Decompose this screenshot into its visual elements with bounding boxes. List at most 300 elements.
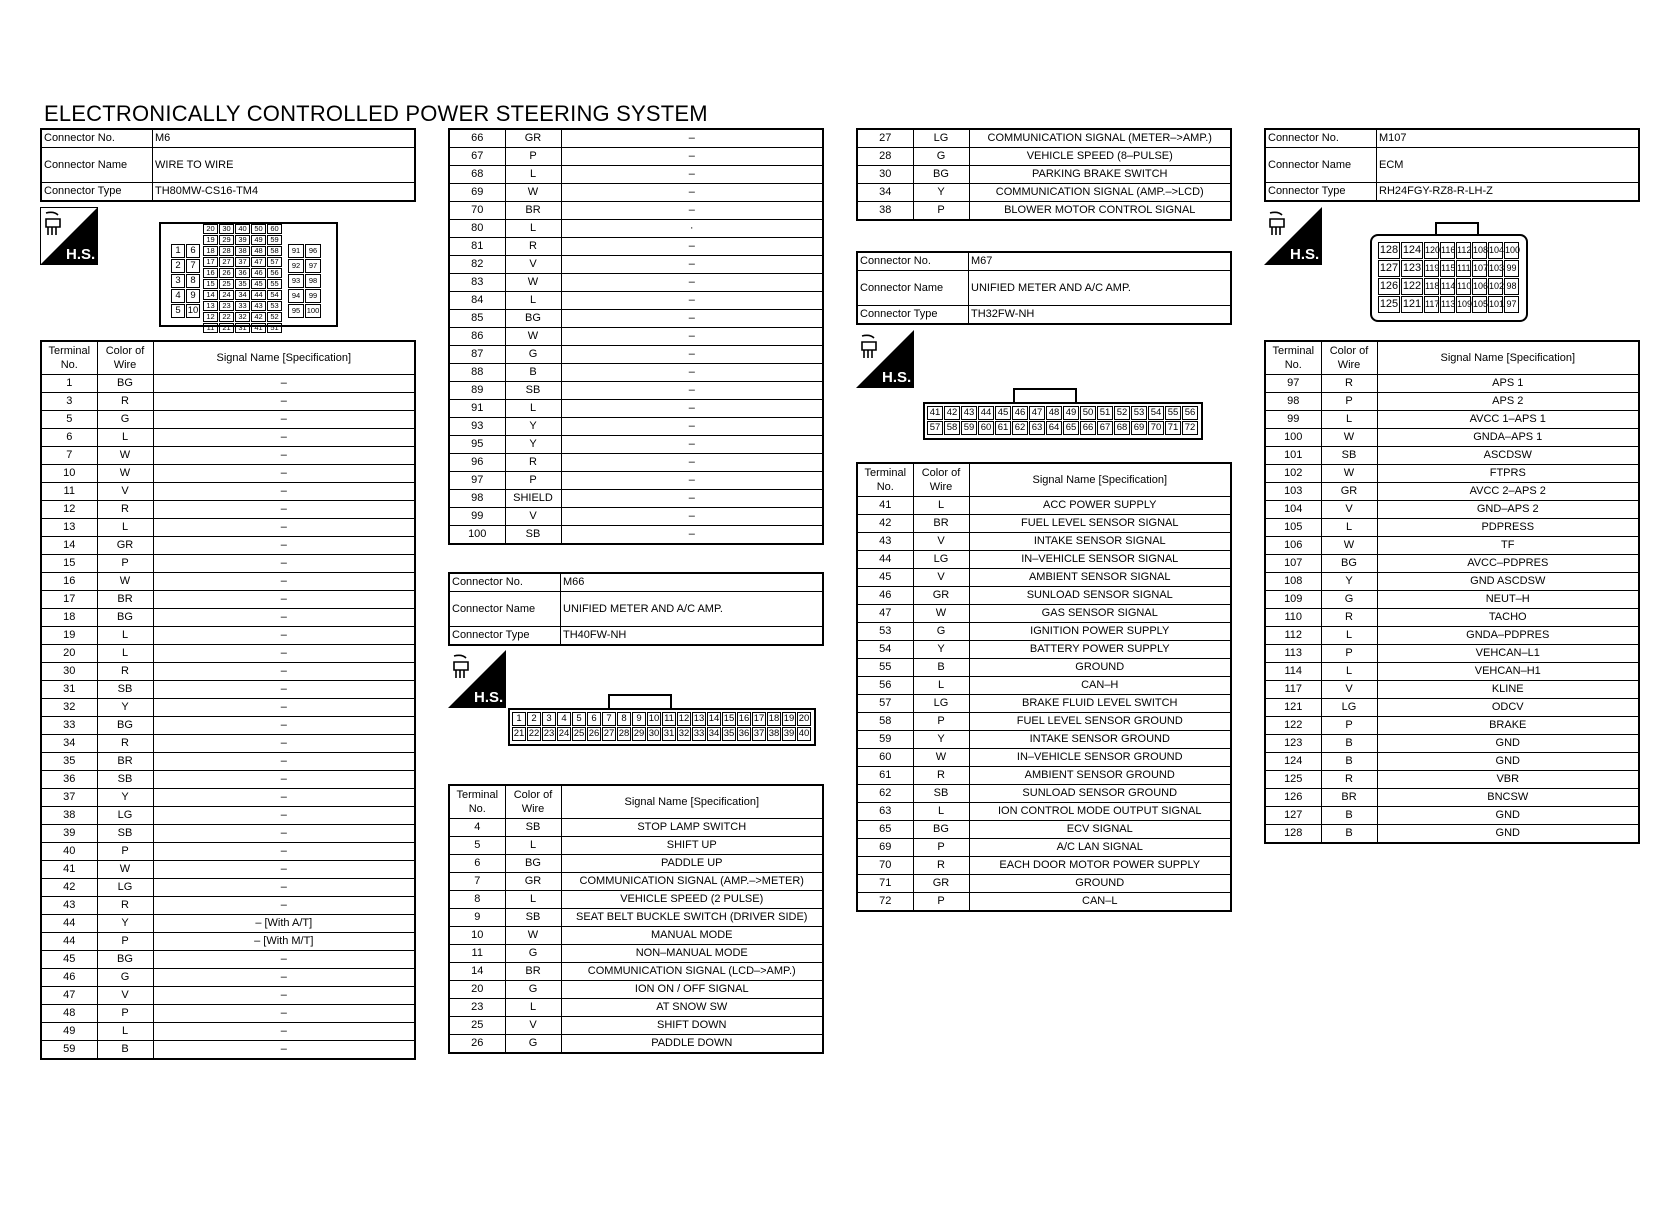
- table-row: [857, 857, 1231, 875]
- terminal-no-cell: 124: [1265, 753, 1321, 771]
- table-row: [41, 843, 415, 861]
- table-row: [857, 605, 1231, 623]
- signal-name-cell: –: [561, 364, 823, 382]
- signal-name-cell: A/C LAN SIGNAL: [969, 839, 1231, 857]
- terminal-no-cell: 93: [449, 418, 505, 436]
- terminal-no-cell: 36: [41, 771, 97, 789]
- terminal-no-cell: 25: [449, 1017, 505, 1035]
- connector-name-label: Connector Name: [1265, 148, 1377, 183]
- table-row: [1265, 735, 1639, 753]
- terminal-no-cell: 61: [857, 767, 913, 785]
- wire-color-cell: G: [97, 969, 153, 987]
- signal-name-cell: –: [153, 789, 415, 807]
- table-row: [449, 310, 823, 328]
- connector-pin: 119: [1424, 260, 1439, 277]
- connector-lock-tab: [1435, 222, 1479, 234]
- terminal-no-cell: 34: [857, 184, 913, 202]
- signal-name-cell: –: [153, 609, 415, 627]
- connector-pin: 52: [1114, 406, 1130, 420]
- connector-pin: 9: [632, 712, 646, 726]
- signal-name-cell: FUEL LEVEL SENSOR GROUND: [969, 713, 1231, 731]
- wire-color-cell: Y: [97, 699, 153, 717]
- terminal-no-cell: 44: [857, 551, 913, 569]
- table-row: [1265, 825, 1639, 844]
- table-row: [449, 526, 823, 545]
- m107-rows: [1265, 375, 1639, 844]
- connector-name-value: WIRE TO WIRE: [153, 148, 416, 183]
- wire-color-cell: V: [505, 256, 561, 274]
- terminal-no-cell: 128: [1265, 825, 1321, 844]
- connector-pin: 27: [219, 257, 234, 267]
- signal-name-cell: –: [561, 310, 823, 328]
- connector-pin: 118: [1424, 278, 1439, 295]
- signal-name-cell: ·: [561, 220, 823, 238]
- table-row: [449, 382, 823, 400]
- signal-name-cell: –: [153, 735, 415, 753]
- connector-pin: 100: [1504, 242, 1519, 259]
- wire-color-cell: L: [97, 627, 153, 645]
- terminal-no-cell: 39: [41, 825, 97, 843]
- signal-name-cell: –: [561, 256, 823, 274]
- connector-pin: 50: [251, 224, 266, 234]
- connector-pin: 2: [171, 259, 185, 273]
- wire-color-cell: P: [913, 893, 969, 912]
- table-row: [857, 731, 1231, 749]
- wire-color-cell: P: [505, 472, 561, 490]
- connector-pin: 59: [267, 235, 282, 245]
- terminal-no-cell: 42: [41, 879, 97, 897]
- signal-name-cell: BRAKE FLUID LEVEL SWITCH: [969, 695, 1231, 713]
- terminal-no-cell: 46: [857, 587, 913, 605]
- m66-connector-diagram: [508, 694, 816, 746]
- connector-pin: 8: [186, 274, 200, 288]
- wire-color-cell: G: [505, 981, 561, 999]
- signal-name-cell: –: [153, 681, 415, 699]
- terminal-no-cell: 10: [449, 927, 505, 945]
- signal-name-cell: INTAKE SENSOR SIGNAL: [969, 533, 1231, 551]
- table-row: [857, 893, 1231, 912]
- terminal-no-cell: 101: [1265, 447, 1321, 465]
- terminal-no-cell: 81: [449, 238, 505, 256]
- table-row: [857, 166, 1231, 184]
- terminal-no-cell: 44: [41, 915, 97, 933]
- connector-name-label: Connector Name: [449, 592, 561, 627]
- wire-color-cell: G: [505, 346, 561, 364]
- m107-connector-diagram: [1370, 222, 1528, 322]
- table-row: [41, 735, 415, 753]
- table-row: [41, 789, 415, 807]
- connector-pin: 14: [708, 713, 720, 724]
- m6-terminal-table: [40, 340, 416, 1060]
- signal-name-cell: – [With M/T]: [153, 933, 415, 951]
- signal-name-cell: –: [153, 843, 415, 861]
- signal-name-cell: PADDLE DOWN: [561, 1035, 823, 1054]
- table-row: [1265, 573, 1639, 591]
- table-row: [449, 202, 823, 220]
- signal-name-cell: GND: [1377, 735, 1639, 753]
- terminal-no-cell: 63: [857, 803, 913, 821]
- signal-name-cell: AVCC 2–APS 2: [1377, 483, 1639, 501]
- signal-name-header: Signal Name [Specification]: [1377, 341, 1639, 375]
- terminal-no-cell: 84: [449, 292, 505, 310]
- terminal-no-cell: 34: [41, 735, 97, 753]
- connector-pin: 19: [203, 235, 218, 245]
- connector-pin: 47: [251, 257, 266, 267]
- color-of-wire-header: Color of Wire: [97, 341, 153, 375]
- wire-color-cell: SB: [1321, 447, 1377, 465]
- signal-name-cell: BRAKE: [1377, 717, 1639, 735]
- table-row: [1265, 555, 1639, 573]
- wire-color-cell: L: [505, 292, 561, 310]
- connector-pin: 12: [203, 312, 218, 322]
- wire-color-cell: L: [97, 645, 153, 663]
- terminal-no-cell: 67: [449, 148, 505, 166]
- connector-pin: 29: [219, 235, 234, 245]
- connector-pin: 37: [235, 257, 250, 267]
- connector-pin: 15: [723, 713, 735, 724]
- connector-pin: 48: [1046, 406, 1062, 420]
- signal-name-cell: –: [153, 969, 415, 987]
- terminal-no-cell: 70: [449, 202, 505, 220]
- wire-color-cell: V: [913, 533, 969, 551]
- terminal-no-cell: 99: [1265, 411, 1321, 429]
- connector-pin: 20: [203, 224, 218, 234]
- terminal-no-cell: 19: [41, 627, 97, 645]
- connector-pin: 11: [662, 712, 676, 726]
- connector-pin: 65: [1063, 421, 1079, 435]
- signal-name-cell: SUNLOAD SENSOR SIGNAL: [969, 587, 1231, 605]
- signal-name-cell: –: [153, 501, 415, 519]
- signal-name-cell: GND: [1377, 807, 1639, 825]
- connector-pin: 23: [219, 301, 234, 311]
- terminal-no-cell: 20: [41, 645, 97, 663]
- connector-pin: 54: [1148, 406, 1164, 420]
- connector-type-label: Connector Type: [41, 183, 153, 202]
- connector-pin: 52: [267, 312, 282, 322]
- m107-terminal-table: [1264, 340, 1640, 844]
- signal-name-cell: –: [153, 1005, 415, 1023]
- connector-pin: 53: [267, 301, 282, 311]
- table-row: [449, 184, 823, 202]
- m66-continuation-table: [856, 128, 1232, 221]
- connector-no-label: Connector No.: [857, 252, 969, 271]
- terminal-no-cell: 54: [857, 641, 913, 659]
- signal-name-cell: –: [153, 807, 415, 825]
- terminal-no-cell: 97: [1265, 375, 1321, 393]
- terminal-no-cell: 30: [857, 166, 913, 184]
- wire-color-cell: V: [913, 569, 969, 587]
- terminal-no-cell: 46: [41, 969, 97, 987]
- table-row: [449, 891, 823, 909]
- terminal-no-cell: 15: [41, 555, 97, 573]
- signal-name-cell: –: [561, 472, 823, 490]
- signal-name-cell: EACH DOOR MOTOR POWER SUPPLY: [969, 857, 1231, 875]
- connector-pin: 30: [648, 728, 660, 739]
- terminal-no-cell: 38: [857, 202, 913, 221]
- table-row: [857, 767, 1231, 785]
- table-row: [41, 429, 415, 447]
- table-row: [449, 292, 823, 310]
- connector-pin: 7: [602, 712, 616, 726]
- m66-terminal-section: [448, 784, 824, 1054]
- hs-label: H.S.: [66, 246, 96, 263]
- wire-color-cell: P: [97, 555, 153, 573]
- m67-terminal-section: [856, 462, 1232, 912]
- wire-color-cell: BR: [1321, 789, 1377, 807]
- terminal-no-cell: 96: [449, 454, 505, 472]
- signal-name-cell: –: [153, 411, 415, 429]
- connector-pin: 1: [512, 712, 526, 726]
- signal-name-cell: –: [153, 519, 415, 537]
- connector-pin: 45: [251, 279, 266, 289]
- terminal-no-cell: 97: [449, 472, 505, 490]
- connector-pin: 6: [186, 244, 200, 258]
- terminal-no-cell: 68: [449, 166, 505, 184]
- terminal-no-cell: 5: [41, 411, 97, 429]
- table-row: [41, 393, 415, 411]
- connector-pin: 34: [235, 290, 250, 300]
- terminal-no-cell: 14: [449, 963, 505, 981]
- wire-color-cell: B: [913, 659, 969, 677]
- table-row: [857, 569, 1231, 587]
- connector-pin: 125: [1378, 296, 1400, 313]
- connector-type-label: Connector Type: [1265, 183, 1377, 202]
- wire-color-cell: W: [97, 447, 153, 465]
- terminal-no-cell: 49: [41, 1023, 97, 1041]
- terminal-no-cell: 44: [41, 933, 97, 951]
- signal-name-cell: STOP LAMP SWITCH: [561, 819, 823, 837]
- connector-pin: 40: [798, 728, 810, 739]
- wire-color-cell: SB: [913, 785, 969, 803]
- wire-color-cell: Y: [1321, 573, 1377, 591]
- table-row: [449, 400, 823, 418]
- terminal-no-cell: 38: [41, 807, 97, 825]
- signal-name-cell: COMMUNICATION SIGNAL (AMP.–>METER): [561, 873, 823, 891]
- wire-color-cell: P: [97, 933, 153, 951]
- connector-pin: 51: [1097, 406, 1113, 420]
- table-row: [449, 166, 823, 184]
- hs-label: H.S.: [882, 369, 912, 386]
- connector-pin: 38: [768, 728, 780, 739]
- connector-pin: 35: [723, 728, 735, 739]
- terminal-no-cell: 121: [1265, 699, 1321, 717]
- connector-pin: 46: [251, 268, 266, 278]
- connector-pin: 23: [543, 728, 555, 739]
- signal-name-cell: –: [153, 555, 415, 573]
- terminal-no-cell: 30: [41, 663, 97, 681]
- signal-name-cell: NEUT–H: [1377, 591, 1639, 609]
- table-row: [857, 821, 1231, 839]
- wire-color-cell: BR: [505, 963, 561, 981]
- wire-color-cell: L: [913, 497, 969, 515]
- table-row: [857, 497, 1231, 515]
- table-row: [857, 803, 1231, 821]
- wire-color-cell: LG: [97, 879, 153, 897]
- table-row: [857, 839, 1231, 857]
- table-row: [449, 508, 823, 526]
- connector-pin: 99: [1504, 260, 1519, 277]
- table-row: [1265, 483, 1639, 501]
- table-row: [1265, 681, 1639, 699]
- terminal-no-cell: 83: [449, 274, 505, 292]
- table-row: [1265, 663, 1639, 681]
- connector-pin: 69: [1131, 421, 1147, 435]
- table-row: [857, 749, 1231, 767]
- terminal-no-cell: 82: [449, 256, 505, 274]
- connector-no-value: M66: [561, 573, 824, 592]
- connector-pin: 127: [1378, 260, 1400, 277]
- table-row: [449, 981, 823, 999]
- connector-pin: 16: [738, 713, 750, 724]
- connector-pin: 7: [186, 259, 200, 273]
- connector-pin: 93: [288, 274, 304, 288]
- terminal-no-cell: 12: [41, 501, 97, 519]
- connector-pin: 115: [1440, 260, 1455, 277]
- page-title: ELECTRONICALLY CONTROLLED POWER STEERING SYSTEM: [44, 101, 708, 126]
- signal-name-cell: –: [561, 184, 823, 202]
- connector-pin: 113: [1440, 296, 1455, 313]
- signal-name-cell: GROUND: [969, 659, 1231, 677]
- terminal-no-header: Terminal No.: [41, 341, 97, 375]
- terminal-no-cell: 59: [41, 1041, 97, 1060]
- signal-name-cell: –: [561, 436, 823, 454]
- table-row: [857, 148, 1231, 166]
- table-row: [449, 256, 823, 274]
- connector-pin: 55: [267, 279, 282, 289]
- terminal-no-cell: 125: [1265, 771, 1321, 789]
- connector-pin: 57: [927, 421, 943, 435]
- connector-pin: 8: [617, 712, 631, 726]
- signal-name-cell: APS 2: [1377, 393, 1639, 411]
- connector-pin: 3: [171, 274, 185, 288]
- terminal-no-cell: 47: [41, 987, 97, 1005]
- connector-pin: 72: [1182, 421, 1198, 435]
- terminal-no-cell: 8: [449, 891, 505, 909]
- table-row: [449, 945, 823, 963]
- table-row: [41, 915, 415, 933]
- connector-pin: 92: [288, 259, 304, 273]
- connector-pin: 41: [251, 323, 266, 333]
- signal-name-cell: SUNLOAD SENSOR GROUND: [969, 785, 1231, 803]
- table-row: [857, 184, 1231, 202]
- signal-name-cell: –: [153, 1023, 415, 1041]
- connector-pin: 38: [235, 246, 250, 256]
- terminal-no-cell: 112: [1265, 627, 1321, 645]
- wire-color-cell: BR: [97, 591, 153, 609]
- table-row: [449, 873, 823, 891]
- table-row: [449, 364, 823, 382]
- table-row: [449, 129, 823, 148]
- terminal-no-cell: 55: [857, 659, 913, 677]
- table-row: [41, 753, 415, 771]
- wire-color-cell: W: [913, 749, 969, 767]
- connector-pin: 101: [1488, 296, 1503, 313]
- wire-color-cell: SB: [97, 681, 153, 699]
- table-row: [41, 609, 415, 627]
- terminal-no-cell: 20: [449, 981, 505, 999]
- connector-pin: 109: [1456, 296, 1471, 313]
- terminal-no-header: Terminal No.: [1265, 341, 1321, 375]
- table-row: [41, 663, 415, 681]
- wire-color-cell: G: [913, 623, 969, 641]
- table-row: [41, 591, 415, 609]
- wire-color-cell: GR: [1321, 483, 1377, 501]
- connector-pin: 112: [1456, 242, 1471, 259]
- signal-name-cell: –: [153, 825, 415, 843]
- wire-color-cell: W: [1321, 537, 1377, 555]
- terminal-no-cell: 57: [857, 695, 913, 713]
- connector-type-value: TH32FW-NH: [969, 306, 1232, 325]
- table-row: [857, 533, 1231, 551]
- connector-pin: 100: [305, 304, 321, 318]
- signal-name-cell: –: [153, 447, 415, 465]
- color-of-wire-header: Color of Wire: [913, 463, 969, 497]
- wire-color-cell: LG: [913, 551, 969, 569]
- connector-pin: 34: [708, 728, 720, 739]
- terminal-no-cell: 107: [1265, 555, 1321, 573]
- table-row: [1265, 447, 1639, 465]
- wire-color-cell: LG: [1321, 699, 1377, 717]
- signal-name-cell: NON–MANUAL MODE: [561, 945, 823, 963]
- terminal-no-cell: 43: [857, 533, 913, 551]
- connector-pin: 58: [944, 421, 960, 435]
- terminal-no-cell: 37: [41, 789, 97, 807]
- table-row: [449, 963, 823, 981]
- wire-color-cell: L: [97, 429, 153, 447]
- signal-name-cell: IN–VEHICLE SENSOR SIGNAL: [969, 551, 1231, 569]
- connector-pin: 25: [573, 728, 585, 739]
- connector-pin: 60: [267, 224, 282, 234]
- wire-color-cell: L: [913, 803, 969, 821]
- table-row: [449, 346, 823, 364]
- table-row: [449, 274, 823, 292]
- signal-name-cell: VEHICLE SPEED (8–PULSE): [969, 148, 1231, 166]
- table-row: [449, 436, 823, 454]
- wire-color-cell: Y: [505, 418, 561, 436]
- wire-color-cell: BG: [913, 166, 969, 184]
- connector-pin: 46: [1012, 406, 1028, 420]
- terminal-no-header: Terminal No.: [449, 785, 505, 819]
- connector-pin: 123: [1401, 260, 1423, 277]
- terminal-no-cell: 105: [1265, 519, 1321, 537]
- wire-color-cell: SB: [505, 909, 561, 927]
- connector-pin: 19: [783, 713, 795, 724]
- connector-pin: 61: [995, 421, 1011, 435]
- wire-color-cell: B: [1321, 825, 1377, 844]
- m107-info-table: [1264, 128, 1640, 202]
- wire-color-cell: B: [97, 1041, 153, 1060]
- terminal-no-cell: 31: [41, 681, 97, 699]
- table-row: [41, 645, 415, 663]
- terminal-no-cell: 35: [41, 753, 97, 771]
- connector-pin: 54: [267, 290, 282, 300]
- connector-pin: 103: [1488, 260, 1503, 277]
- hs-label: H.S.: [1290, 246, 1320, 263]
- signal-name-cell: –: [153, 375, 415, 393]
- m6-continuation-rows: [449, 129, 823, 544]
- signal-name-cell: GAS SENSOR SIGNAL: [969, 605, 1231, 623]
- terminal-no-cell: 69: [857, 839, 913, 857]
- wire-color-cell: R: [505, 238, 561, 256]
- table-row: [449, 999, 823, 1017]
- table-row: [1265, 753, 1639, 771]
- wire-color-cell: Y: [913, 641, 969, 659]
- wire-color-cell: P: [1321, 717, 1377, 735]
- terminal-no-cell: 47: [857, 605, 913, 623]
- terminal-no-cell: 28: [857, 148, 913, 166]
- table-row: [41, 681, 415, 699]
- connector-pin: 102: [1488, 278, 1503, 295]
